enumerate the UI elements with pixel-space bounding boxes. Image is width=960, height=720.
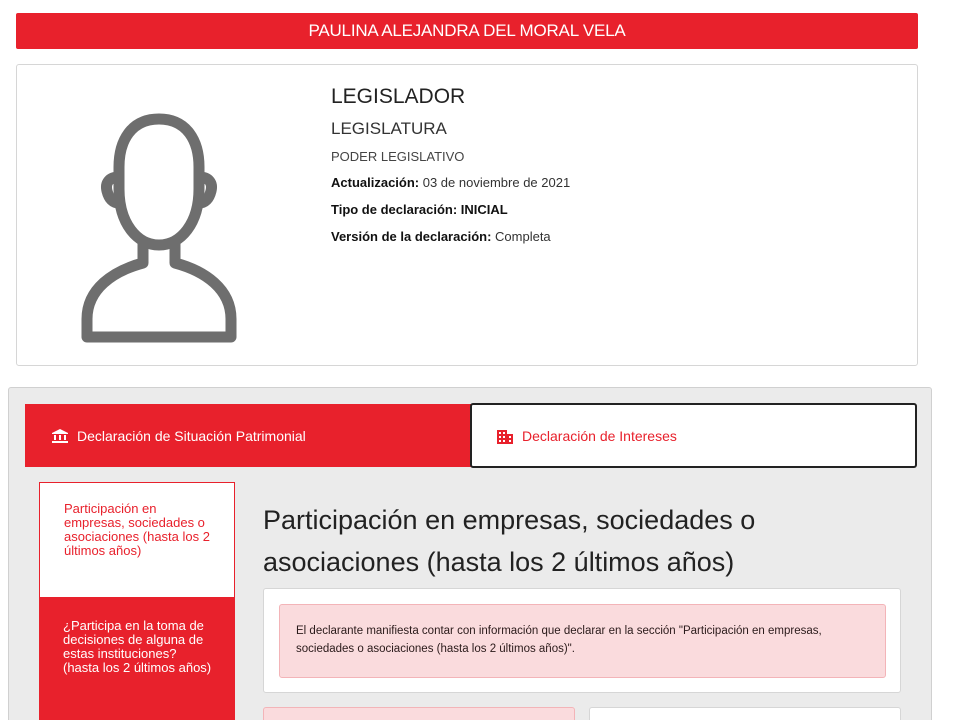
update-date-label: Actualización: bbox=[331, 175, 420, 190]
branch: PODER LEGISLATIVO bbox=[331, 149, 465, 164]
declarant-name: PAULINA ALEJANDRA DEL MORAL VELA bbox=[308, 21, 626, 40]
declaration-version-label: Versión de la declaración: bbox=[331, 229, 492, 244]
declaration-version bbox=[331, 229, 570, 244]
person-silhouette-icon bbox=[79, 103, 239, 343]
legislature: LEGISLATURA bbox=[331, 119, 447, 138]
declaration-panel bbox=[8, 387, 932, 720]
tab-intereses-label: Declaración de Intereses bbox=[522, 427, 677, 444]
sidebar-item-toma-decisiones[interactable] bbox=[39, 598, 235, 720]
section-title: Participación en empresas, sociedades o asociaciones (hasta los 2 últimos años) bbox=[263, 505, 756, 577]
next-alert-card bbox=[263, 707, 575, 720]
next-info-card bbox=[589, 707, 901, 720]
profile-card bbox=[16, 64, 918, 366]
notice-card bbox=[263, 588, 901, 693]
declaration-version-value: Completa bbox=[491, 229, 551, 244]
notice-alert: El declarante manifiesta contar con información que declarar en la sección "Participación en empresas, sociedades o asociaciones (hasta los 2 últimos años)". bbox=[279, 604, 886, 678]
building-icon bbox=[496, 428, 514, 444]
sidebar-item-label: ¿Participa en la toma de decisiones de alguna de estas instituciones? (hasta los 2 últimos años) bbox=[63, 618, 212, 675]
declaration-type bbox=[331, 202, 570, 217]
bank-icon bbox=[51, 428, 69, 444]
declaration-type-label: Tipo de declaración: INICIAL bbox=[331, 202, 508, 217]
tab-intereses[interactable] bbox=[470, 403, 917, 468]
sidebar-item-label: Participación en empresas, sociedades o asociaciones (hasta los 2 últimos años) bbox=[64, 501, 210, 558]
update-date-value: 03 de noviembre de 2021 bbox=[419, 175, 571, 190]
profile-info bbox=[331, 85, 570, 256]
update-date bbox=[331, 175, 570, 190]
position-title: LEGISLADOR bbox=[331, 85, 466, 108]
tab-situacion-patrimonial[interactable] bbox=[25, 404, 471, 467]
tab-situacion-patrimonial-label: Declaración de Situación Patrimonial bbox=[77, 427, 306, 444]
declarant-name-bar bbox=[16, 13, 918, 49]
sidebar-item-participacion-empresas[interactable] bbox=[39, 482, 235, 598]
